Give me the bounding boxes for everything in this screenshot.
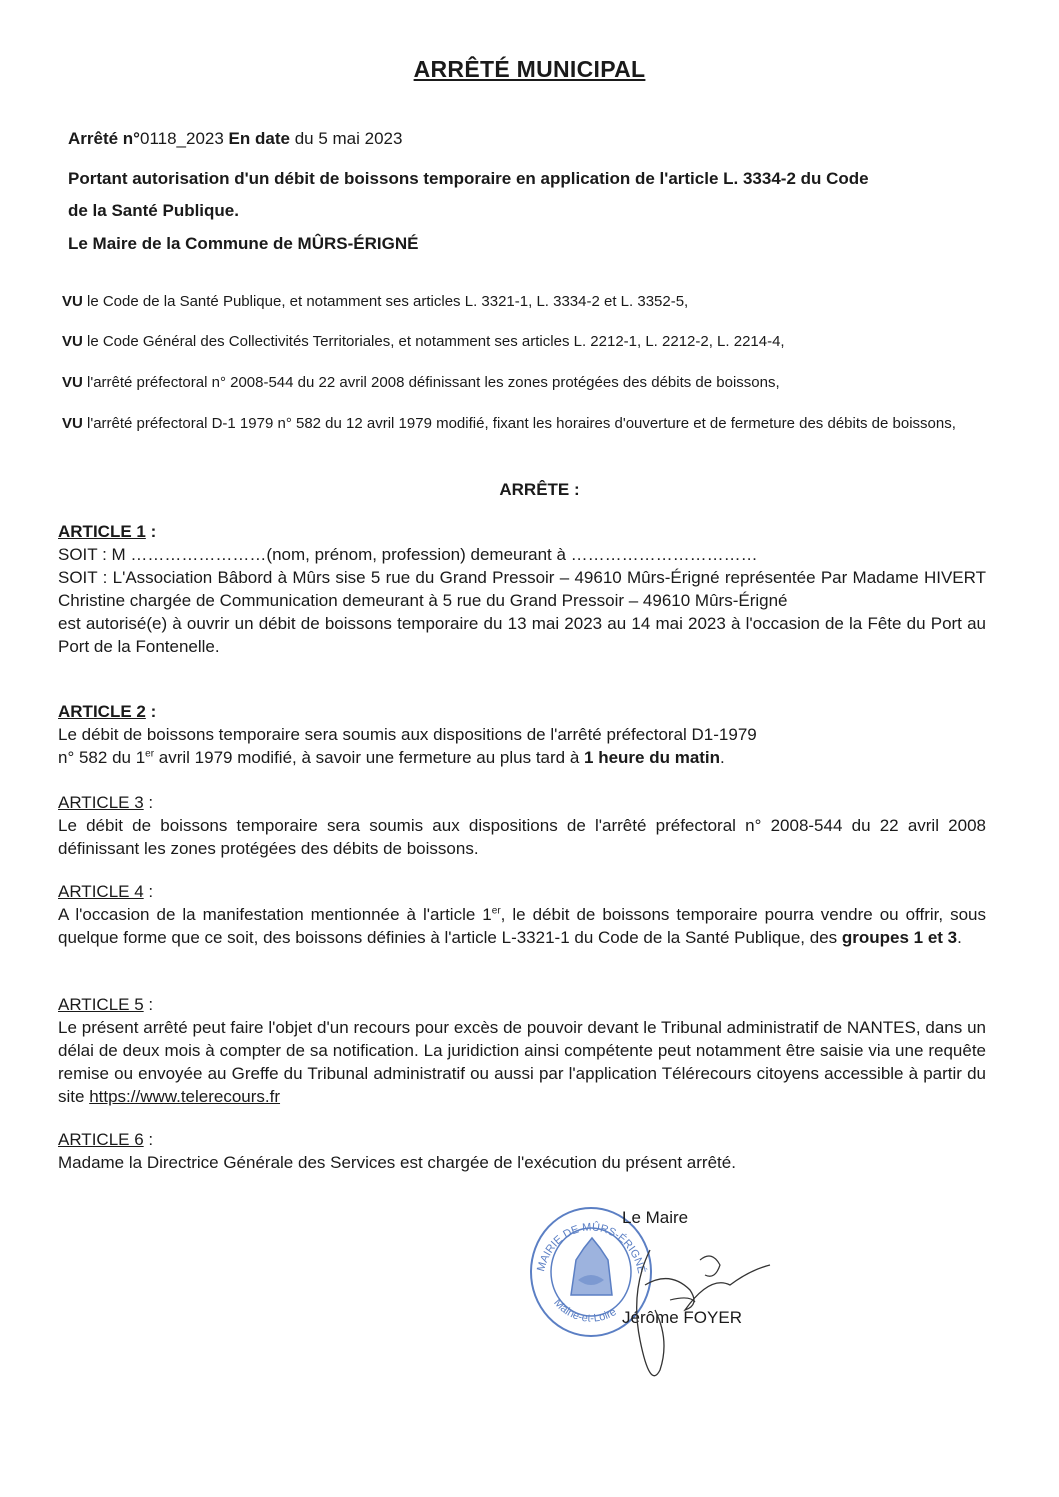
article-6: [58, 1128, 986, 1174]
signatory-name: Jérôme FOYER: [622, 1308, 742, 1327]
article-6-body: Madame la Directrice Générale des Services est chargée de l'exécution du présent arrêté.: [58, 1153, 736, 1172]
article-2-line2: n° 582 du 1er avril 1979 modifié, à savoir une fermeture au plus tard à 1 heure du matin.: [58, 748, 725, 767]
vu-item: VU le Code de la Santé Publique, et notamment ses articles L. 3321-1, L. 3334-2 et L. 3352-5,: [62, 293, 689, 310]
article-3-title: ARTICLE 3 :: [58, 793, 154, 812]
handwritten-signature-icon: [600, 1230, 780, 1400]
mayor-line: Le Maire de la Commune de MÛRS-ÉRIGNÉ: [68, 234, 419, 253]
article-1-title: ARTICLE 1 :: [58, 522, 157, 541]
vu-item: VU le Code Général des Collectivités Territoriales, et notamment ses articles L. 2212-1, L. 2212-2, L. 2214-4,: [62, 333, 785, 350]
article-2-title: ARTICLE 2 :: [58, 702, 157, 721]
article-3: [58, 791, 986, 860]
article-2: [58, 700, 986, 769]
arrete-object-line2: de la Santé Publique.: [68, 201, 239, 220]
article-4-title: ARTICLE 4 :: [58, 882, 154, 901]
signatory-role: Le Maire: [622, 1208, 689, 1227]
arrete-heading: ARRÊTE :: [499, 480, 580, 499]
article-1-soit-person: SOIT : M ……………………(nom, prénom, profession) demeurant à ……………………………: [58, 545, 758, 564]
article-5-title: ARTICLE 5 :: [58, 995, 154, 1014]
arrete-number-line: Arrêté n°0118_2023 En date du 5 mai 2023: [68, 129, 403, 148]
article-4-body: A l'occasion de la manifestation mentionnée à l'article 1er, le débit de boissons temporaire pourra vendre ou offrir, sous quelque forme que ce soit, des boissons définies à l'article L-3321-1 du Code de la Santé Publique, des groupes 1 et 3.: [58, 905, 986, 947]
article-1-soit-association: SOIT : L'Association Bâbord à Mûrs sise 5 rue du Grand Pressoir – 49610 Mûrs-Érigné représentée Par Madame HIVERT Christine chargée de Communication demeurant à 5 rue du Grand Pressoir – 49610 Mûrs-Érigné: [58, 568, 986, 610]
arrete-object-line1: Portant autorisation d'un débit de boissons temporaire en application de l'article L. 3334-2 du Code: [68, 169, 869, 188]
article-2-line1: Le débit de boissons temporaire sera soumis aux dispositions de l'arrêté préfectoral D1-1979: [58, 725, 757, 744]
svg-text:MAIRIE DE MÛRS-ÉRIGNÉ: MAIRIE DE MÛRS-ÉRIGNÉ: [535, 1221, 648, 1275]
document-title: ARRÊTÉ MUNICIPAL: [413, 56, 646, 82]
article-5: [58, 993, 986, 1108]
article-4: [58, 880, 986, 949]
article-1: [58, 520, 986, 658]
article-1-body: est autorisé(e) à ouvrir un débit de boissons temporaire du 13 mai 2023 au 14 mai 2023 à l'occasion de la Fête du Port au Port de la Fontenelle.: [58, 614, 986, 656]
vu-item: VU l'arrêté préfectoral D-1 1979 n° 582 du 12 avril 1979 modifié, fixant les horaires d'ouverture et de fermeture des débits de boissons,: [62, 415, 956, 432]
article-5-body: Le présent arrêté peut faire l'objet d'un recours pour excès de pouvoir devant le Tribunal administratif de NANTES, dans un délai de deux mois à compter de sa notification. La juridiction ainsi compétente peut notamment être saisie via une requête remise ou envoyée au Greffe du Tribunal administratif ou aussi par l'application Télérecours citoyens accessible à partir du site https://www.telerecours.fr: [58, 1018, 986, 1106]
vu-item: VU l'arrêté préfectoral n° 2008-544 du 22 avril 2008 définissant les zones protégées des débits de boissons,: [62, 374, 780, 391]
svg-text:Maine-et-Loire: Maine-et-Loire: [551, 1296, 619, 1325]
telerecours-link[interactable]: https://www.telerecours.fr: [89, 1087, 281, 1106]
article-6-title: ARTICLE 6 :: [58, 1130, 154, 1149]
article-3-body: Le débit de boissons temporaire sera soumis aux dispositions de l'arrêté préfectoral n° 2008-544 du 22 avril 2008 définissant les zones protégées des débits de boissons.: [58, 816, 986, 858]
